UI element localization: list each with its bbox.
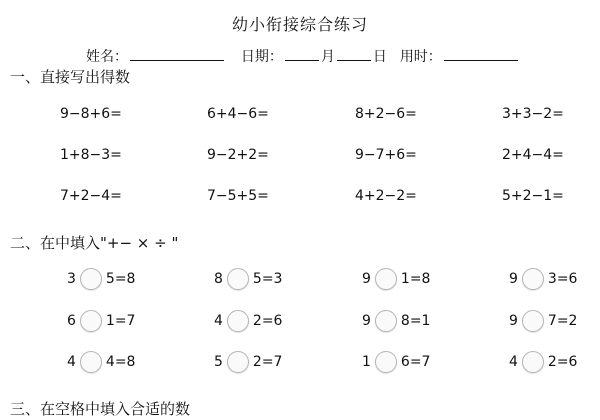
operator-problem xyxy=(362,310,430,332)
operator-problem xyxy=(509,310,577,332)
operand-right: 5=3 xyxy=(252,271,283,287)
operator-problem xyxy=(214,351,282,373)
time-label: 用时： xyxy=(399,49,442,65)
student-info-line xyxy=(86,46,520,66)
operand-left: 4 xyxy=(214,313,223,329)
operator-blank-circle[interactable] xyxy=(375,268,397,290)
operator-blank-circle[interactable] xyxy=(522,268,544,290)
operand-right: 1=7 xyxy=(105,313,136,329)
operand-right: 7=2 xyxy=(547,313,578,329)
calc-problem: 3+3−2= xyxy=(502,106,564,122)
operator-problem xyxy=(509,268,577,290)
operand-left: 9 xyxy=(509,313,518,329)
operator-blank-circle[interactable] xyxy=(80,310,102,332)
calc-problem: 1+8−3= xyxy=(60,147,122,163)
day-label: 日 xyxy=(372,49,387,65)
operator-problem xyxy=(214,268,282,290)
section1-heading: 一、直接写出得数 xyxy=(10,68,131,86)
operand-right: 2=7 xyxy=(252,354,283,370)
operand-right: 3=6 xyxy=(547,271,578,287)
calc-problem: 5+2−1= xyxy=(502,188,564,204)
calc-problem: 7+2−4= xyxy=(60,188,122,204)
operand-right: 5=8 xyxy=(105,271,136,287)
operator-problem xyxy=(214,310,282,332)
operand-left: 9 xyxy=(362,271,371,287)
operand-right: 6=7 xyxy=(400,354,431,370)
operator-problem xyxy=(67,351,135,373)
operand-right: 1=8 xyxy=(400,271,431,287)
calc-problem: 9−8+6= xyxy=(60,106,122,122)
operand-right: 4=8 xyxy=(105,354,136,370)
operator-blank-circle[interactable] xyxy=(375,310,397,332)
operand-left: 8 xyxy=(214,271,223,287)
operator-blank-circle[interactable] xyxy=(522,351,544,373)
operand-left: 5 xyxy=(214,354,223,370)
calc-problem: 9−7+6= xyxy=(355,147,417,163)
operand-left: 6 xyxy=(67,313,76,329)
section2-heading: 二、在中填入"+− × ÷ " xyxy=(10,234,179,252)
operator-blank-circle[interactable] xyxy=(227,310,249,332)
operator-blank-circle[interactable] xyxy=(80,268,102,290)
worksheet-title: 幼小衔接综合练习 xyxy=(231,15,368,34)
calc-problem: 2+4−4= xyxy=(502,147,564,163)
operator-problem xyxy=(67,268,135,290)
calc-problem: 9−2+2= xyxy=(207,147,269,163)
operand-left: 3 xyxy=(67,271,76,287)
operand-left: 4 xyxy=(67,354,76,370)
operator-problem xyxy=(362,268,430,290)
month-label: 月 xyxy=(320,49,335,65)
operator-blank-circle[interactable] xyxy=(522,310,544,332)
operand-left: 9 xyxy=(362,313,371,329)
month-blank[interactable] xyxy=(285,46,319,61)
date-label: 日期： xyxy=(240,49,283,65)
section3-heading: 三、在空格中填入合适的数 xyxy=(10,400,191,418)
day-blank[interactable] xyxy=(337,46,371,61)
operand-right: 8=1 xyxy=(400,313,431,329)
operator-blank-circle[interactable] xyxy=(227,268,249,290)
operator-problem xyxy=(362,351,430,373)
calc-problem: 7−5+5= xyxy=(207,188,269,204)
name-blank[interactable] xyxy=(130,46,224,61)
operand-right: 2=6 xyxy=(252,313,283,329)
operator-problem xyxy=(509,351,577,373)
calc-problem: 6+4−6= xyxy=(207,106,269,122)
operand-right: 2=6 xyxy=(547,354,578,370)
operand-left: 1 xyxy=(362,354,371,370)
operator-blank-circle[interactable] xyxy=(80,351,102,373)
operand-left: 4 xyxy=(509,354,518,370)
name-label: 姓名： xyxy=(86,49,128,65)
calc-problem: 4+2−2= xyxy=(355,188,417,204)
calc-problem: 8+2−6= xyxy=(355,106,417,122)
operand-left: 9 xyxy=(509,271,518,287)
operator-blank-circle[interactable] xyxy=(375,351,397,373)
operator-blank-circle[interactable] xyxy=(227,351,249,373)
operator-problem xyxy=(67,310,135,332)
time-blank[interactable] xyxy=(444,46,518,61)
